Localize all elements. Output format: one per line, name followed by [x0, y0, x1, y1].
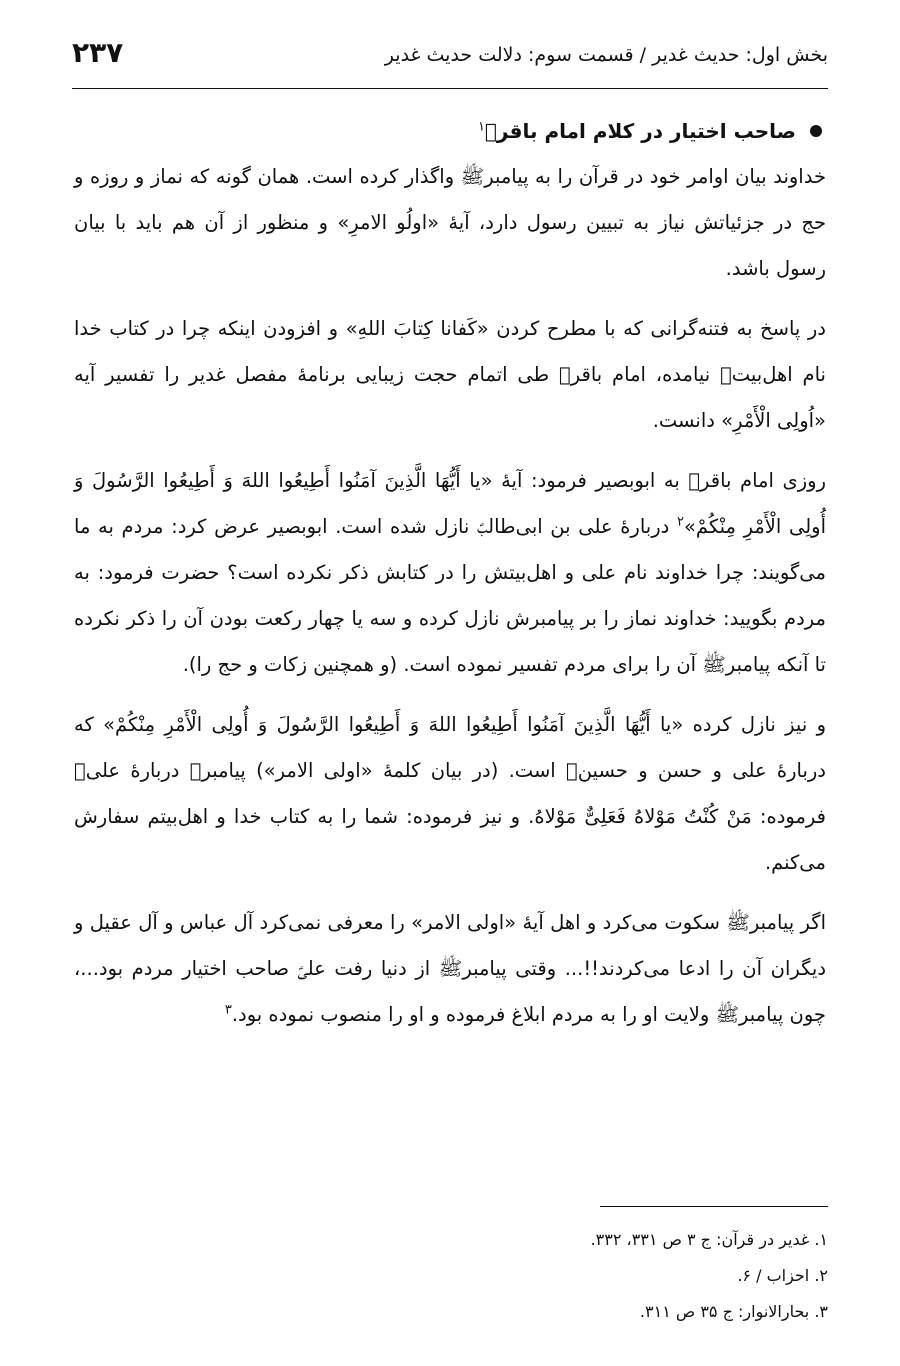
paragraph-text: خداوند بیان اوامر خود در قرآن را به پیامبرﷺ واگذار کرده است. همان گونه که نماز و روزه و حج در جزئیاتش نیاز به تبیین رسول دارد، آیهٔ «اولُو الامرِ» و منظور از آن هم باید با بیان رسول باشد.	[74, 165, 826, 280]
paragraph-5	[74, 900, 826, 1038]
running-title: بخش اول: حدیث غدیر / قسمت سوم: دلالت حدیث غدیر	[384, 44, 828, 66]
paragraph-text: و نیز نازل کرده «یا أَیُّهَا الَّذِینَ آمَنُوا أَطِیعُوا اللهَ وَ أَطِیعُوا الرَّسُولَ وَ أُولِی الْأَمْرِ مِنْکُمْ» که دربارهٔ علی و حسن و حسینؑ است. (در بیان کلمهٔ «اولی الامر») پیامبرﷺ دربارهٔ علیؑ فرموده: مَنْ کُنْتُ مَوْلاهُ فَعَلِیٌّ مَوْلاهُ. و نیز فرموده: شما را به کتاب خدا و اهل‌بیتم سفارش می‌کنم.	[74, 713, 826, 874]
paragraph-4	[74, 702, 826, 886]
header-rule	[72, 88, 828, 89]
paragraph-1	[74, 154, 826, 292]
paragraph-3	[74, 458, 826, 688]
section-heading	[74, 108, 826, 154]
page-number: ۲۳۷	[72, 36, 124, 69]
section-heading-text: صاحب اختیار در کلام امام باقرؑ	[484, 119, 796, 143]
paragraph-text: اگر پیامبرﷺ سکوت می‌کرد و اهل آیهٔ «اولی الامر» را معرفی نمی‌کرد آل عباس و آل عقیل و دیگران آن را ادعا می‌کردند!!... وقتی پیامبرﷺ از دنیا رفت علیؑ صاحب اختیار مردم بود...، چون پیامبرﷺ ولایت او را به مردم ابلاغ فرموده و او را منصوب نموده بود.	[74, 911, 826, 1026]
page-body	[74, 108, 826, 1038]
bullet-icon	[810, 125, 822, 137]
footnote-3: ۳. بحارالانوار: ج ۳۵ ص ۳۱۱.	[639, 1302, 828, 1321]
footnote-1: ۱. غدیر در قرآن: ج ۳ ص ۳۳۱، ۳۳۲.	[590, 1230, 828, 1249]
paragraph-text-continued: دربارهٔ علی بن ابی‌طالبؑ نازل شده است. ابوبصیر عرض کرد: مردم به ما می‌گویند: چرا خداوند نام علی و اهل‌بیتش را در کتابش ذکر نکرده است؟ حضرت فرمود: به مردم بگویید: خداوند نماز را بر پیامبرش نازل کرده و سه یا چهار رکعت بودن آن را ذکر نکرده تا آنکه پیامبرﷺ آن را برای مردم تفسیر نموده است. (و همچنین زکات و حج را).	[74, 515, 826, 676]
footnote-ref: ۲	[676, 514, 684, 530]
footnote-ref: ۱	[477, 119, 485, 135]
paragraph-text: در پاسخ به فتنه‌گرانی که با مطرح کردن «کَفانا کِتابَ اللهِ» و افزودن اینکه چرا در کتاب خدا نام اهل‌بیتؑ نیامده، امام باقرؑ طی اتمام حجت زیبایی برنامهٔ مفصل غدیر را تفسیر آیه «اُولِی الْأَمْرِ» دانست.	[74, 317, 826, 432]
footnote-rule	[600, 1206, 828, 1207]
paragraph-2	[74, 306, 826, 444]
paragraph-text: روزی امام باقرؑ به ابوبصیر فرمود: آیهٔ «یا أَیُّهَا الَّذِینَ آمَنُوا أَطِیعُوا اللهَ وَ أَطِیعُوا الرَّسُولَ وَ أُولِی الْأَمْرِ مِنْکُمْ»	[74, 469, 826, 538]
page-header	[72, 36, 828, 86]
footnote-ref: ۳	[224, 1002, 232, 1018]
footnotes	[72, 1222, 828, 1330]
footnote-2: ۲. احزاب / ۶.	[737, 1266, 828, 1285]
